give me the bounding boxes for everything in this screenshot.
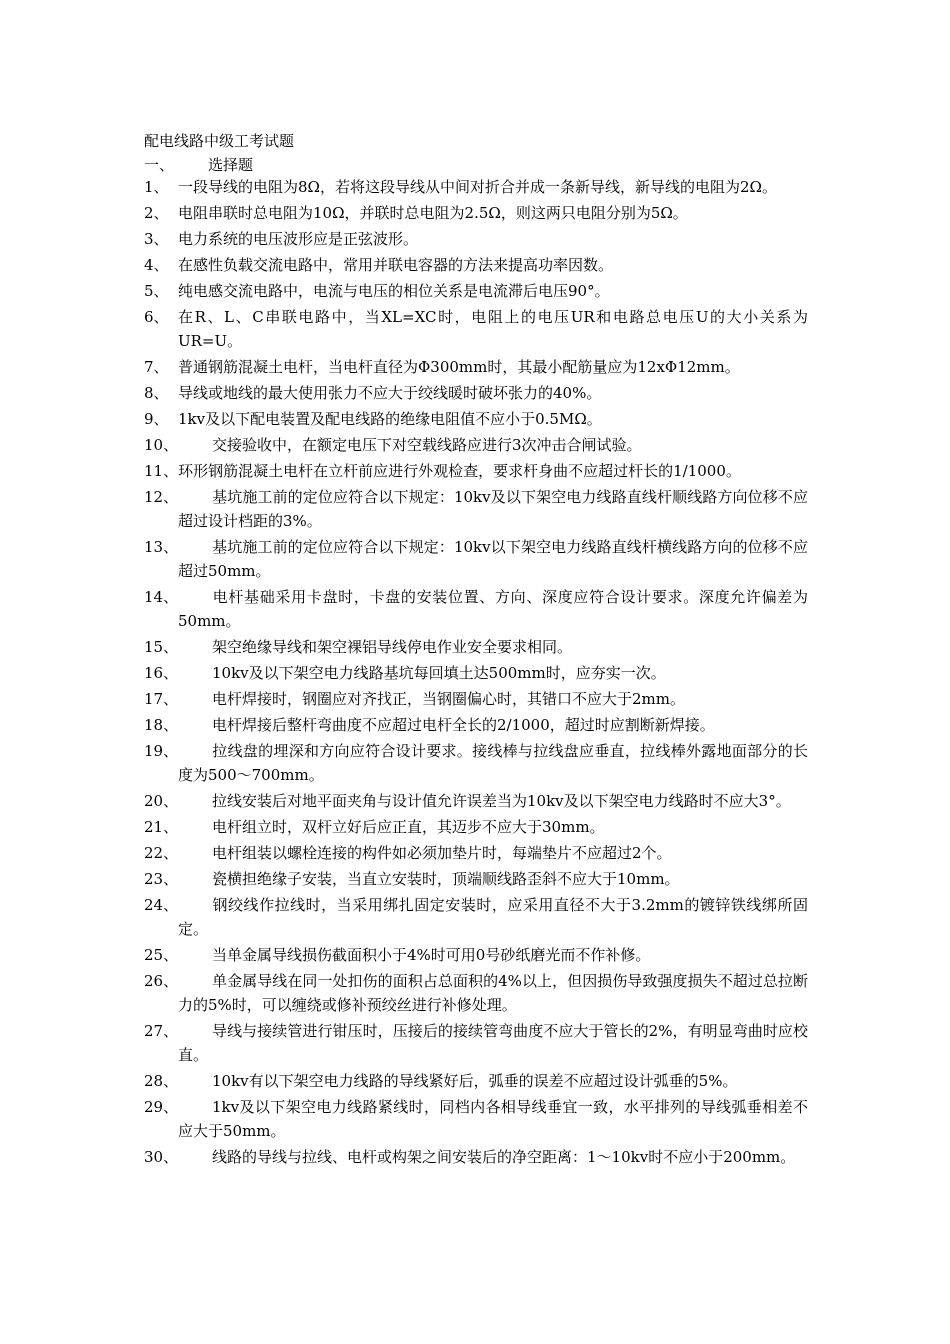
question-number: 20、	[144, 792, 179, 810]
question-text: 纯电感交流电路中，电流与电压的相位关系是电流滞后电压90°。	[178, 282, 610, 300]
question-text: 电杆组立时，双杆立好后应正直，其迈步不应大于30mm。	[212, 818, 605, 836]
question-text: 瓷横担绝缘子安装，当直立安装时，顶端顺线路歪斜不应大于10mm。	[212, 870, 680, 888]
question-number: 14、	[144, 588, 179, 606]
question-text: 拉线安装后对地平面夹角与设计值允许误差当为10kv及以下架空电力线路时不应大3°。	[212, 792, 791, 810]
question-number: 28、	[144, 1072, 179, 1090]
question-item	[144, 253, 808, 277]
question-item	[144, 815, 808, 839]
question-number: 29、	[144, 1098, 179, 1116]
question-number: 24、	[144, 896, 179, 914]
section-heading	[144, 153, 253, 177]
question-text: 电杆焊接时，钢圈应对齐找正，当钢圈偏心时，其错口不应大于2mm。	[212, 690, 685, 708]
question-number: 13、	[144, 538, 179, 556]
question-number: 23、	[144, 870, 179, 888]
document-title: 配电线路中级工考试题	[144, 132, 295, 150]
question-number: 19、	[144, 742, 179, 760]
question-text: 在感性负载交流电路中，常用并联电容器的方法来提高功率因数。	[178, 256, 614, 274]
question-text: 1kv及以下架空电力线路紧线时，同档内各相导线垂宜一致，水平排列的导线弧垂相差不应大于50mm。	[178, 1098, 808, 1140]
question-text: 1kv及以下配电装置及配电线路的绝缘电阻值不应小于0.5MΩ。	[178, 410, 602, 428]
question-item	[144, 279, 808, 303]
question-number: 12、	[144, 488, 179, 506]
question-number: 1、	[144, 178, 169, 196]
question-number: 25、	[144, 946, 179, 964]
question-number: 8、	[144, 384, 169, 402]
question-number: 17、	[144, 690, 179, 708]
question-item	[144, 381, 808, 405]
question-text: 电阻串联时总电阻为10Ω，并联时总电阻为2.5Ω，则这两只电阻分别为5Ω。	[178, 204, 688, 222]
question-item	[144, 201, 808, 225]
question-item	[144, 635, 808, 659]
question-item	[144, 713, 808, 737]
question-text: 10kv有以下架空电力线路的导线紧好后，弧垂的误差不应超过设计弧垂的5%。	[212, 1072, 738, 1090]
question-number: 3、	[144, 230, 169, 248]
question-item	[144, 1095, 808, 1143]
question-item	[144, 355, 808, 379]
question-item	[144, 459, 808, 483]
question-number: 5、	[144, 282, 169, 300]
question-number: 4、	[144, 256, 169, 274]
section-number: 一、	[144, 156, 175, 174]
question-list	[144, 175, 808, 1171]
question-number: 6、	[144, 308, 169, 326]
question-text: 电杆焊接后整杆弯曲度不应超过电杆全长的2/1000，超过时应割断新焊接。	[212, 716, 715, 734]
question-text: 线路的导线与拉线、电杆或构架之间安装后的净空距离：1～10kv时不应小于200mm。	[212, 1148, 796, 1166]
question-text: 10kv及以下架空电力线路基坑每回填土达500mm时，应夯实一次。	[212, 664, 666, 682]
question-text: 拉线盘的埋深和方向应符合设计要求。接线棒与拉线盘应垂直，拉线棒外露地面部分的长度为500～700mm。	[178, 742, 808, 784]
question-number: 27、	[144, 1022, 179, 1040]
section-label: 选择题	[208, 156, 254, 174]
question-number: 22、	[144, 844, 179, 862]
question-number: 9、	[144, 410, 169, 428]
question-item	[144, 661, 808, 685]
question-number: 2、	[144, 204, 169, 222]
question-text: 交接验收中，在额定电压下对空载线路应进行3次冲击合闸试验。	[212, 436, 642, 454]
question-item	[144, 175, 808, 199]
question-item	[144, 687, 808, 711]
question-number: 11、	[144, 462, 179, 480]
question-item	[144, 535, 808, 583]
question-text: 导线与接续管进行钳压时，压接后的接续管弯曲度不应大于管长的2%，有明显弯曲时应校直。	[178, 1022, 808, 1064]
question-item	[144, 227, 808, 251]
question-text: 电杆组装以螺栓连接的构件如必须加垫片时，每端垫片不应超过2个。	[212, 844, 672, 862]
question-item	[144, 485, 808, 533]
question-text: 钢绞线作拉线时，当采用绑扎固定安装时，应采用直径不大于3.2mm的镀锌铁线绑所固定。	[178, 896, 808, 938]
question-text: 一段导线的电阻为8Ω，若将这段导线从中间对折合并成一条新导线，新导线的电阻为2Ω。	[178, 178, 777, 196]
question-number: 18、	[144, 716, 179, 734]
question-item	[144, 943, 808, 967]
question-item	[144, 893, 808, 941]
question-text: 普通钢筋混凝土电杆，当电杆直径为Φ300mm时，其最小配筋量应为12xΦ12mm。	[178, 358, 740, 376]
question-text: 导线或地线的最大使用张力不应大于绞线暖时破坏张力的40%。	[178, 384, 602, 402]
question-item	[144, 1019, 808, 1067]
question-item	[144, 789, 808, 813]
question-number: 30、	[144, 1148, 179, 1166]
question-text: 电力系统的电压波形应是正弦波形。	[178, 230, 419, 248]
question-number: 16、	[144, 664, 179, 682]
question-text: 单金属导线在同一处扣伤的面积占总面积的4%以上，但因损伤导致强度损失不超过总拉断力的5%时，可以缠绕或修补预绞丝进行补修处理。	[178, 972, 808, 1014]
question-item	[144, 407, 808, 431]
question-item	[144, 305, 808, 353]
question-item	[144, 969, 808, 1017]
question-text: 当单金属导线损伤截面积小于4%时可用0号砂纸磨光而不作补修。	[212, 946, 651, 964]
question-item	[144, 867, 808, 891]
question-text: 在R、L、C串联电路中，当XL=XC时，电阻上的电压UR和电路总电压U的大小关系为UR=U。	[178, 308, 808, 350]
question-number: 10、	[144, 436, 179, 454]
question-number: 26、	[144, 972, 179, 990]
question-text: 环形钢筋混凝土电杆在立杆前应进行外观检查，要求杆身曲不应超过杆长的1/1000。	[178, 462, 741, 480]
question-item	[144, 1145, 808, 1169]
question-text: 基坑施工前的定位应符合以下规定：10kv及以下架空电力线路直线杆顺线路方向位移不应超过设计档距的3%。	[178, 488, 808, 530]
question-number: 15、	[144, 638, 179, 656]
question-item	[144, 585, 808, 633]
question-text: 架空绝缘导线和架空裸铝导线停电作业安全要求相同。	[212, 638, 573, 656]
question-text: 基坑施工前的定位应符合以下规定：10kv以下架空电力线路直线杆横线路方向的位移不应超过50mm。	[178, 538, 808, 580]
question-item	[144, 433, 808, 457]
question-number: 21、	[144, 818, 179, 836]
question-text: 电杆基础采用卡盘时，卡盘的安装位置、方向、深度应符合设计要求。深度允许偏差为50mm。	[178, 588, 808, 630]
question-item	[144, 1069, 808, 1093]
question-item	[144, 841, 808, 865]
question-number: 7、	[144, 358, 169, 376]
question-item	[144, 739, 808, 787]
